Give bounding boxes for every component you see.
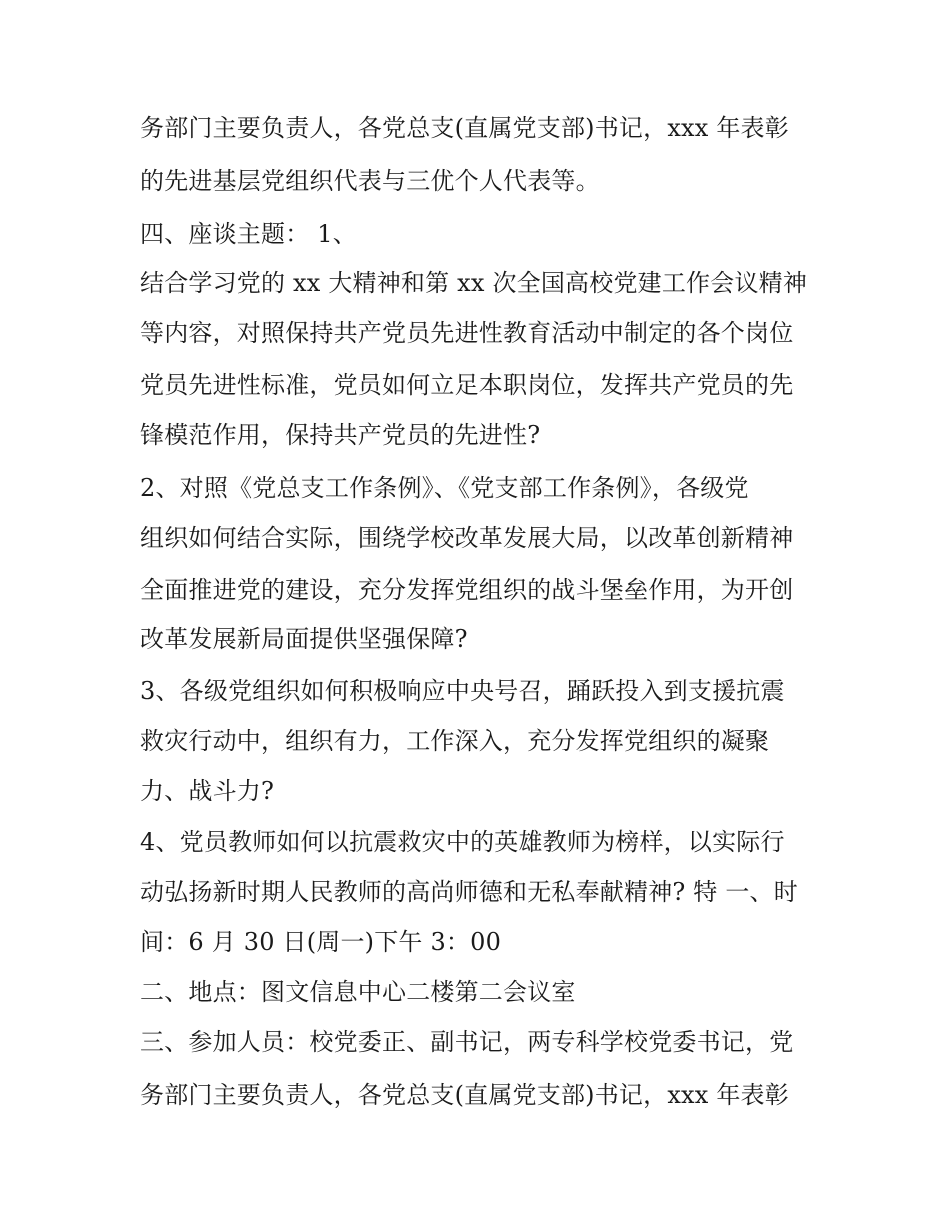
- text-line: 救灾行动中，组织有力，工作深入，充分发挥党组织的凝聚: [140, 727, 770, 755]
- text-line: 全面推进党的建设，充分发挥党组织的战斗堡垒作用，为开创: [140, 576, 794, 604]
- text-line: 的先进基层党组织代表与三优个人代表等。: [140, 167, 600, 195]
- text-line: 锋模范作用，保持共产党员的先进性?: [140, 421, 541, 449]
- text-line: 务部门主要负责人，各党总支(直属党支部)书记，xxx 年表彰: [140, 1081, 789, 1109]
- text-line: 务部门主要负责人，各党总支(直属党支部)书记，xxx 年表彰: [140, 114, 789, 142]
- text-line: 3、各级党组织如何积极响应中央号召，踊跃投入到支援抗震: [140, 677, 785, 705]
- section-heading: 三、参加人员：校党委正、副书记，两专科学校党委书记，党: [140, 1028, 794, 1056]
- text-line: 动弘扬新时期人民教师的高尚师德和无私奉献精神? 特 一、时: [140, 878, 798, 906]
- text-line: 4、党员教师如何以抗震救灾中的英雄教师为榜样，以实际行: [140, 828, 785, 856]
- section-heading: 二、地点：图文信息中心二楼第二会议室: [140, 978, 576, 1006]
- text-line: 力、战斗力?: [140, 777, 275, 805]
- text-line: 结合学习党的 xx 大精神和第 xx 次全国高校党建工作会议精神: [140, 269, 808, 297]
- text-line: 间：6 月 30 日(周一)下午 3：00: [140, 928, 502, 956]
- text-line: 2、对照《党总支工作条例》、《党支部工作条例》，各级党: [140, 474, 749, 502]
- text-line: 等内容，对照保持共产党员先进性教育活动中制定的各个岗位: [140, 319, 794, 347]
- text-line: 组织如何结合实际，围绕学校改革发展大局，以改革创新精神: [140, 524, 794, 552]
- text-line: 党员先进性标准，党员如何立足本职岗位，发挥共产党员的先: [140, 371, 794, 399]
- section-heading: 四、座谈主题： 1、: [140, 220, 357, 248]
- text-line: 改革发展新局面提供坚强保障?: [140, 625, 468, 653]
